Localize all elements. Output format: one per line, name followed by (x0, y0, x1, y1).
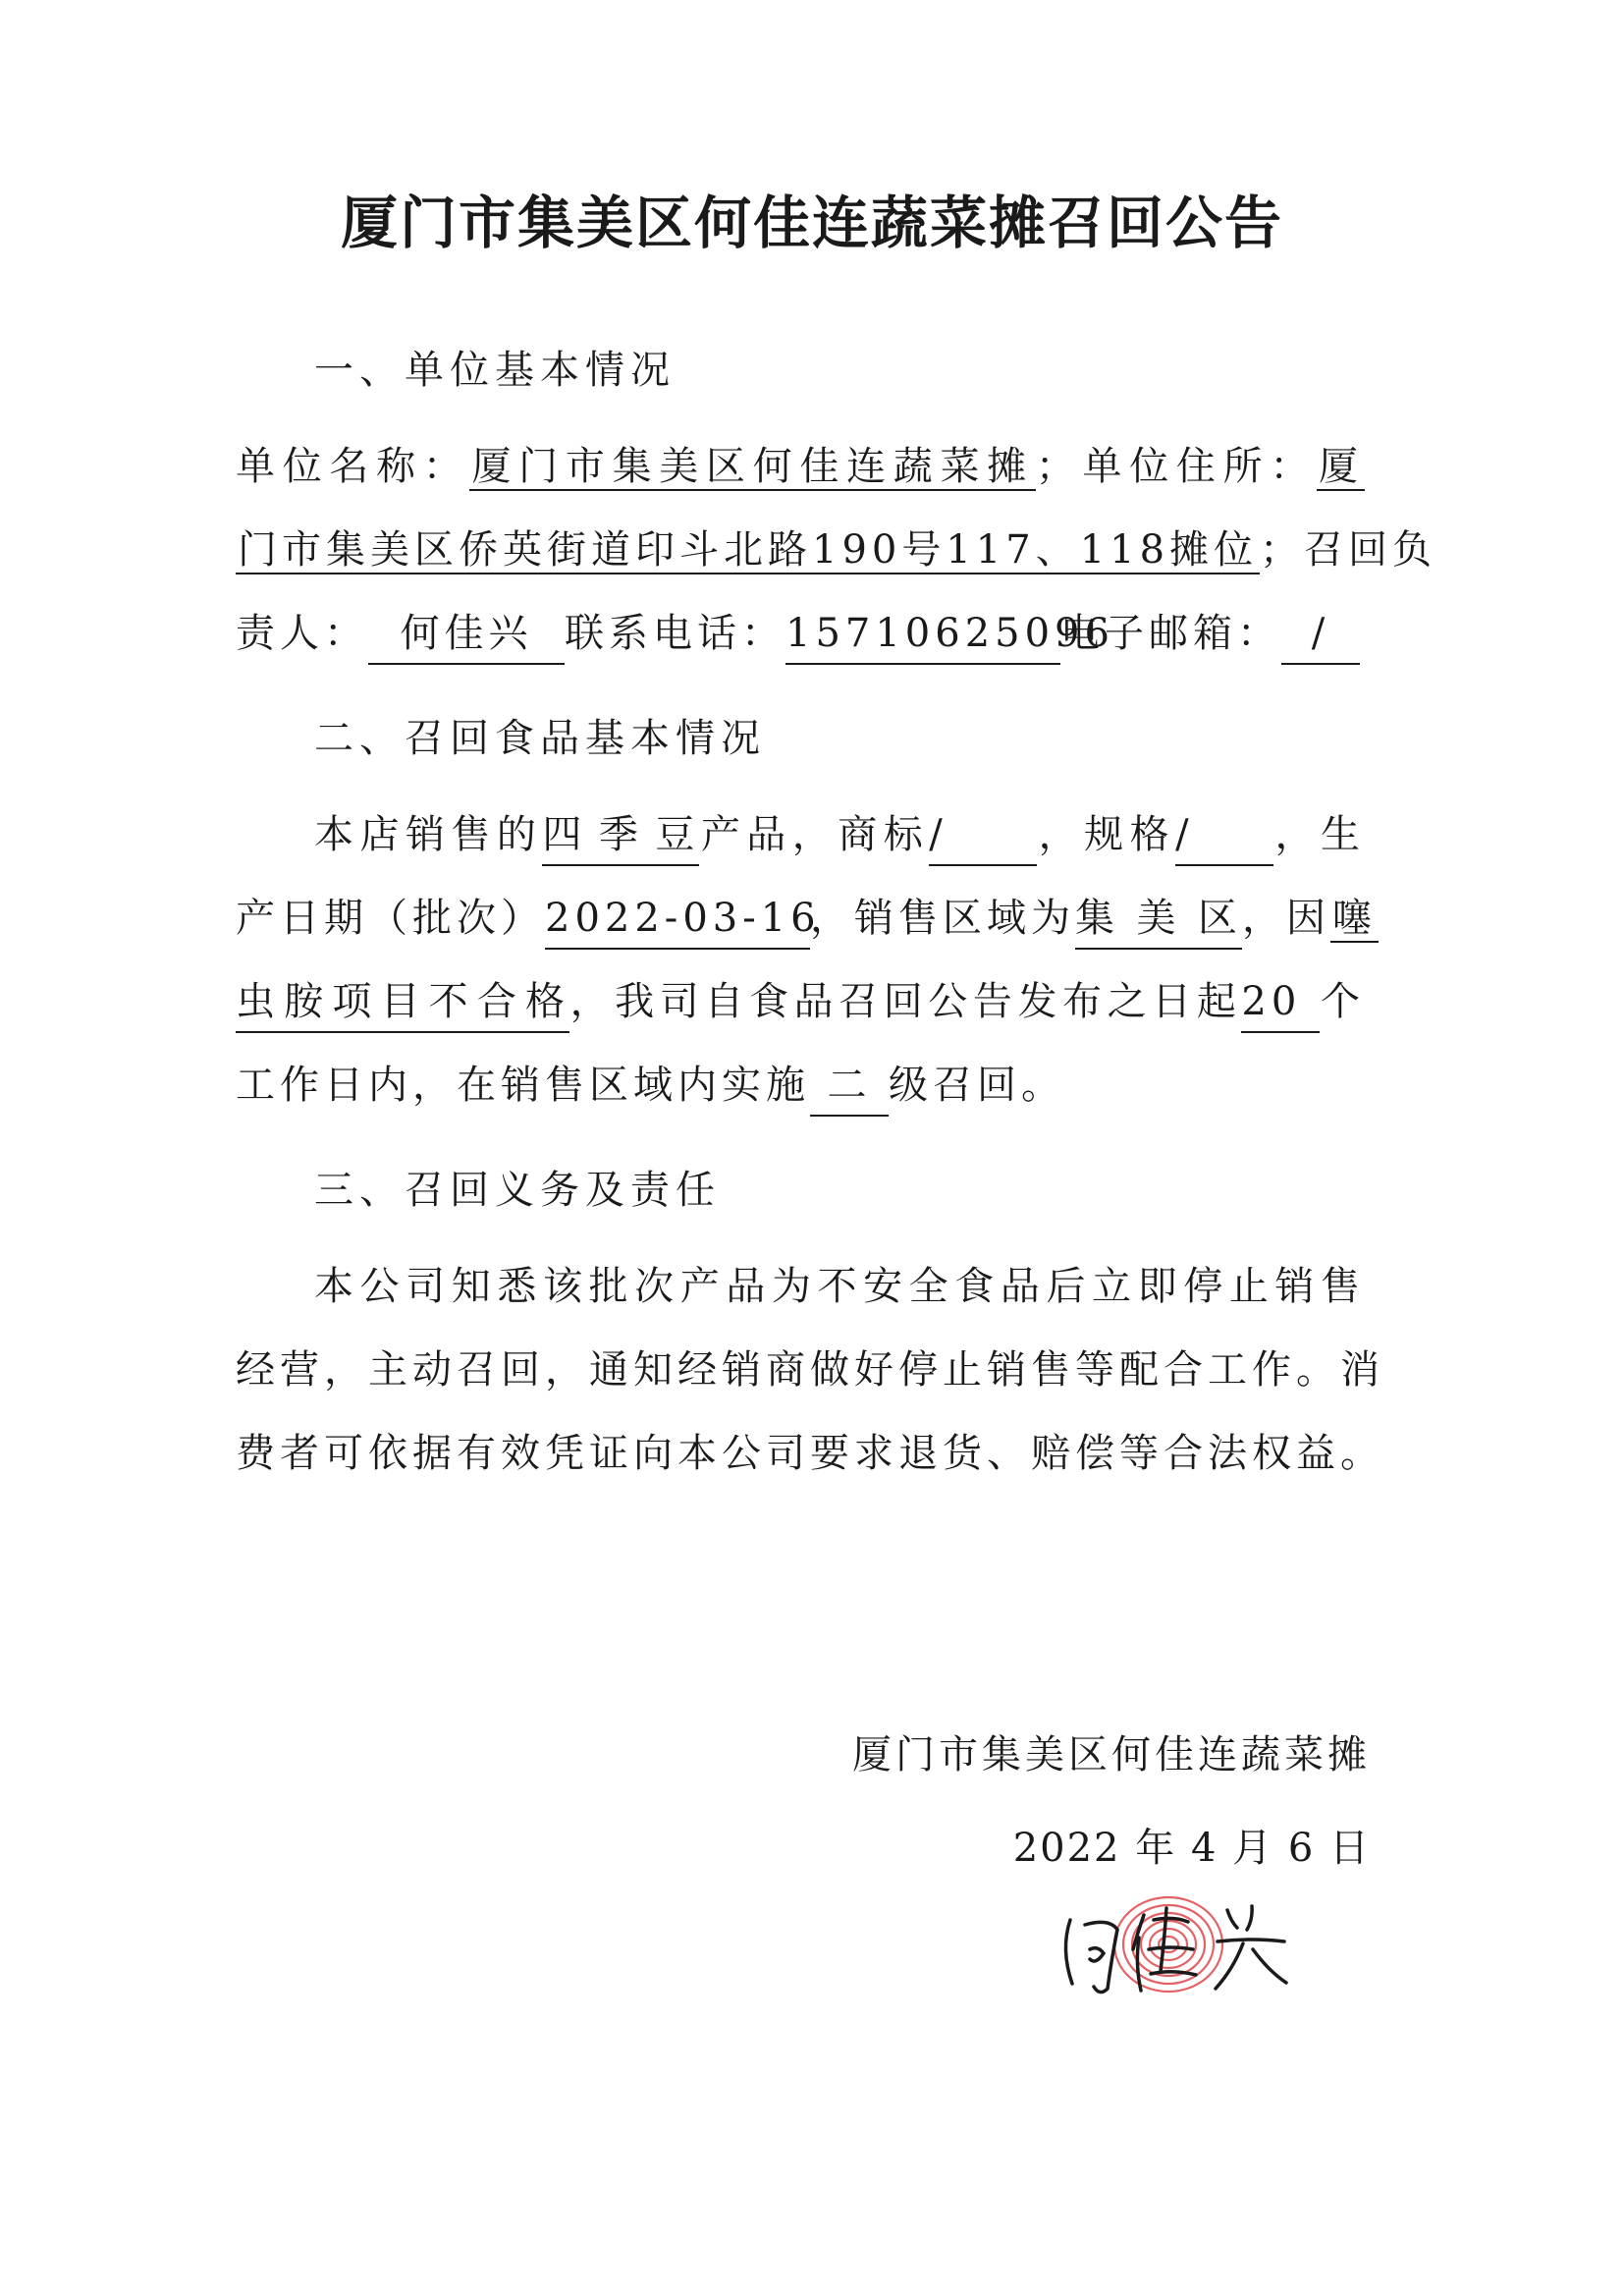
recall-level-value: 二 (810, 1056, 889, 1117)
signature-date (1013, 1817, 1371, 1873)
handwritten-signature (1051, 1881, 1306, 2018)
unit-address-start: 厦 (1319, 444, 1364, 489)
unit-address-label: ；单位住所： (1035, 444, 1318, 489)
recall-days-value: 20 (1241, 972, 1320, 1033)
section1-heading: 一、单位基本情况 (314, 348, 676, 393)
recall-period-label: ，我司自食品召回公告发布之日起 (569, 979, 1242, 1024)
reason-label: ，因 (1242, 896, 1330, 941)
page-title: 厦门市集美区何佳连蔬菜摊召回公告 (340, 190, 1283, 256)
section1-line1 (236, 437, 1365, 496)
batch-value: 2022-03-16 (545, 889, 810, 950)
section1-line3 (236, 604, 1365, 665)
brand-label: 产品，商标 (699, 812, 930, 857)
date-day: 6 (1287, 1826, 1316, 1871)
unit-name-value: 厦门市集美区何佳连蔬菜摊 (471, 444, 1034, 489)
region-value: 集美区 (1075, 889, 1242, 950)
recall-level-suffix: 级召回。 (889, 1063, 1065, 1108)
section3-line1: 本公司知悉该批次产品为不安全食品后立即停止销售 (314, 1264, 1365, 1309)
section2-heading: 二、召回食品基本情况 (314, 716, 766, 761)
phone-label: 联系电话： (565, 611, 785, 656)
reason-value: 虫胺项目不合格 (236, 972, 569, 1033)
spec-label: ，规格 (1037, 812, 1176, 857)
date-day-unit: 日 (1329, 1826, 1371, 1871)
date-month: 4 (1190, 1826, 1218, 1871)
production-date-label-start: ，生 (1273, 812, 1366, 857)
date-year: 2022 (1012, 1826, 1121, 1871)
date-year-unit: 年 (1135, 1826, 1177, 1871)
section3-line3: 费者可依据有效凭证向本公司要求退货、赔偿等合法权益。 (236, 1431, 1384, 1476)
brand-value: / (929, 805, 1037, 866)
recall-person-label: 责人： (236, 611, 368, 656)
section1-line2 (236, 520, 1437, 579)
spec-value: / (1175, 805, 1273, 866)
region-label: ，销售区域为 (810, 896, 1075, 941)
email-value: / (1281, 604, 1360, 665)
recall-person-label-start: ；召回负 (1260, 527, 1437, 573)
email-label: 电子邮箱： (1060, 611, 1281, 656)
unit-name-label: 单位名称： (236, 444, 470, 489)
recall-person-value: 何佳兴 (368, 604, 565, 665)
section3-line2: 经营，主动召回，通知经销商做好停止销售等配合工作。消 (236, 1347, 1384, 1393)
product-value: 四季豆 (542, 805, 699, 866)
phone-value: 15710625096 (785, 604, 1060, 665)
reason-value-start: 噻 (1332, 896, 1377, 941)
section2-line3 (236, 972, 1365, 1033)
recall-days-unit: 个 (1320, 979, 1366, 1024)
recall-level-label: 工作日内，在销售区域内实施 (236, 1063, 810, 1108)
fingerprint-and-signature-icon (1051, 1881, 1306, 2018)
production-date-label: 产日期（批次） (236, 896, 545, 941)
section2-line1 (314, 805, 1365, 866)
signature-company: 厦门市集美区何佳连蔬菜摊 (852, 1732, 1371, 1777)
date-month-unit: 月 (1232, 1826, 1274, 1871)
section2-line4 (236, 1056, 1365, 1117)
product-label: 本店销售的 (314, 812, 543, 857)
unit-address-value: 门市集美区侨英街道印斗北路190号117、118摊位 (238, 527, 1259, 573)
section3-heading: 三、召回义务及责任 (314, 1168, 721, 1213)
section2-line2 (236, 889, 1377, 950)
